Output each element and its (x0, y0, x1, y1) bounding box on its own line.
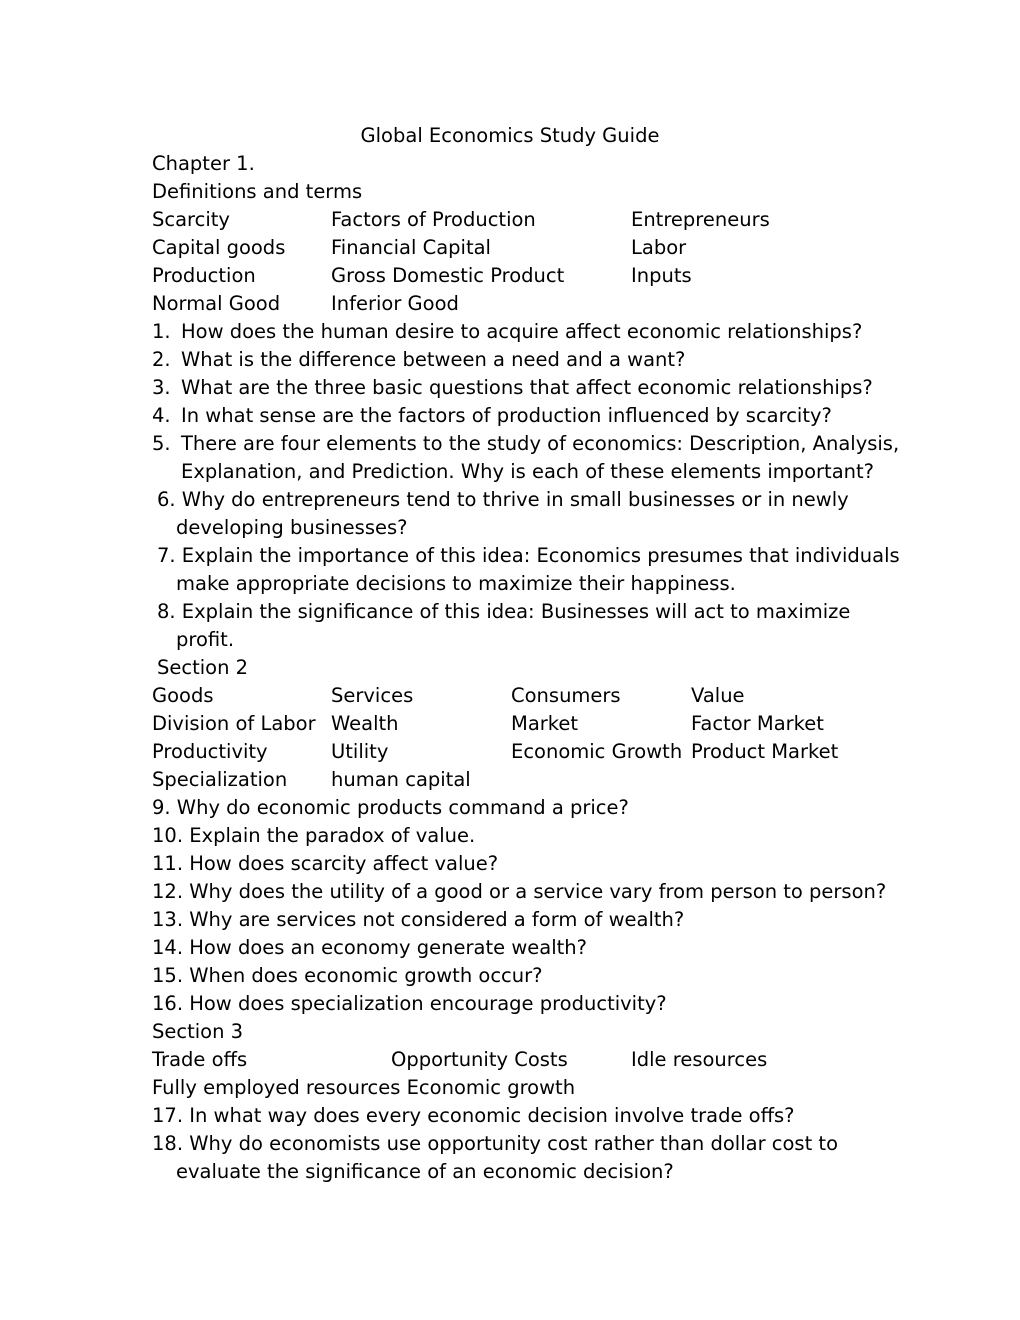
question-number: 4. (152, 404, 171, 427)
question-continuation: evaluate the significance of an economic decision? (176, 1160, 674, 1183)
question: 10. Explain the paradox of value. (152, 824, 476, 847)
term: Specialization (152, 768, 288, 791)
term: human capital (331, 768, 471, 791)
term: Economic Growth (511, 740, 683, 763)
term: Product Market (691, 740, 839, 763)
question: 13. Why are services not considered a form of wealth? (152, 908, 685, 931)
question-text: What are the three basic questions that affect economic relationships? (181, 376, 873, 399)
question-number: 3. (152, 376, 171, 399)
question (152, 374, 873, 402)
question-number: 2. (152, 348, 171, 371)
term: Value (691, 684, 745, 707)
question (152, 318, 862, 346)
term: Labor (631, 236, 687, 259)
term: Entrepreneurs (631, 208, 770, 231)
term: Inferior Good (331, 292, 459, 315)
term: Opportunity Costs (391, 1048, 568, 1071)
question: 17. In what way does every economic decision involve trade offs? (152, 1104, 795, 1127)
question-number: 1. (152, 320, 171, 343)
term: Normal Good (152, 292, 281, 315)
question: 11. How does scarcity affect value? (152, 852, 499, 875)
question-continuation: make appropriate decisions to maximize their happiness. (176, 572, 736, 595)
question: 14. How does an economy generate wealth? (152, 936, 587, 959)
term: Scarcity (152, 208, 230, 231)
question-continuation: Explanation, and Prediction. Why is each of these elements important? (181, 460, 875, 483)
term: Financial Capital (331, 236, 491, 259)
question (152, 430, 899, 458)
question: 16. How does specialization encourage productivity? (152, 992, 667, 1015)
question-text: How does the human desire to acquire affect economic relationships? (181, 320, 863, 343)
term: Factor Market (691, 712, 824, 735)
term: Inputs (631, 264, 692, 287)
term: Utility (331, 740, 389, 763)
question (152, 402, 832, 430)
term: Trade offs (152, 1048, 248, 1071)
term: Idle resources (631, 1048, 768, 1071)
question-continuation: developing businesses? (176, 516, 408, 539)
question-number: 5. (152, 432, 171, 455)
term: Production (152, 264, 256, 287)
term: Goods (152, 684, 214, 707)
section-heading: Section 2 (157, 656, 249, 679)
question: 9. Why do economic products command a price? (152, 796, 629, 819)
term: Services (331, 684, 414, 707)
term: Gross Domestic Product (331, 264, 565, 287)
term: Wealth (331, 712, 399, 735)
question: 7. Explain the importance of this idea: Economics presumes that individuals (157, 544, 900, 567)
question-text: There are four elements to the study of economics: Description, Analysis, (181, 432, 900, 455)
term: Productivity (152, 740, 268, 763)
term: Division of Labor (152, 712, 316, 735)
term: Market (511, 712, 579, 735)
question-text: In what sense are the factors of production influenced by scarcity? (181, 404, 832, 427)
term: Consumers (511, 684, 621, 707)
page-title: Global Economics Study Guide (360, 124, 660, 147)
question: 12. Why does the utility of a good or a service vary from person to person? (152, 880, 887, 903)
question: 18. Why do economists use opportunity cost rather than dollar cost to (152, 1132, 839, 1155)
term: Factors of Production (331, 208, 536, 231)
question (152, 346, 685, 374)
question-continuation: profit. (176, 628, 235, 651)
term: Capital goods (152, 236, 286, 259)
question-text: What is the difference between a need and a want? (181, 348, 686, 371)
question: 6. Why do entrepreneurs tend to thrive in small businesses or in newly (157, 488, 849, 511)
question: 15. When does economic growth occur? (152, 964, 543, 987)
question: 8. Explain the significance of this idea: Businesses will act to maximize (157, 600, 851, 623)
section-heading: Section 3 (152, 1020, 244, 1043)
term-row: Fully employed resources Economic growth (152, 1076, 576, 1099)
definitions-heading: Definitions and terms (152, 180, 363, 203)
chapter-heading: Chapter 1. (152, 152, 255, 175)
